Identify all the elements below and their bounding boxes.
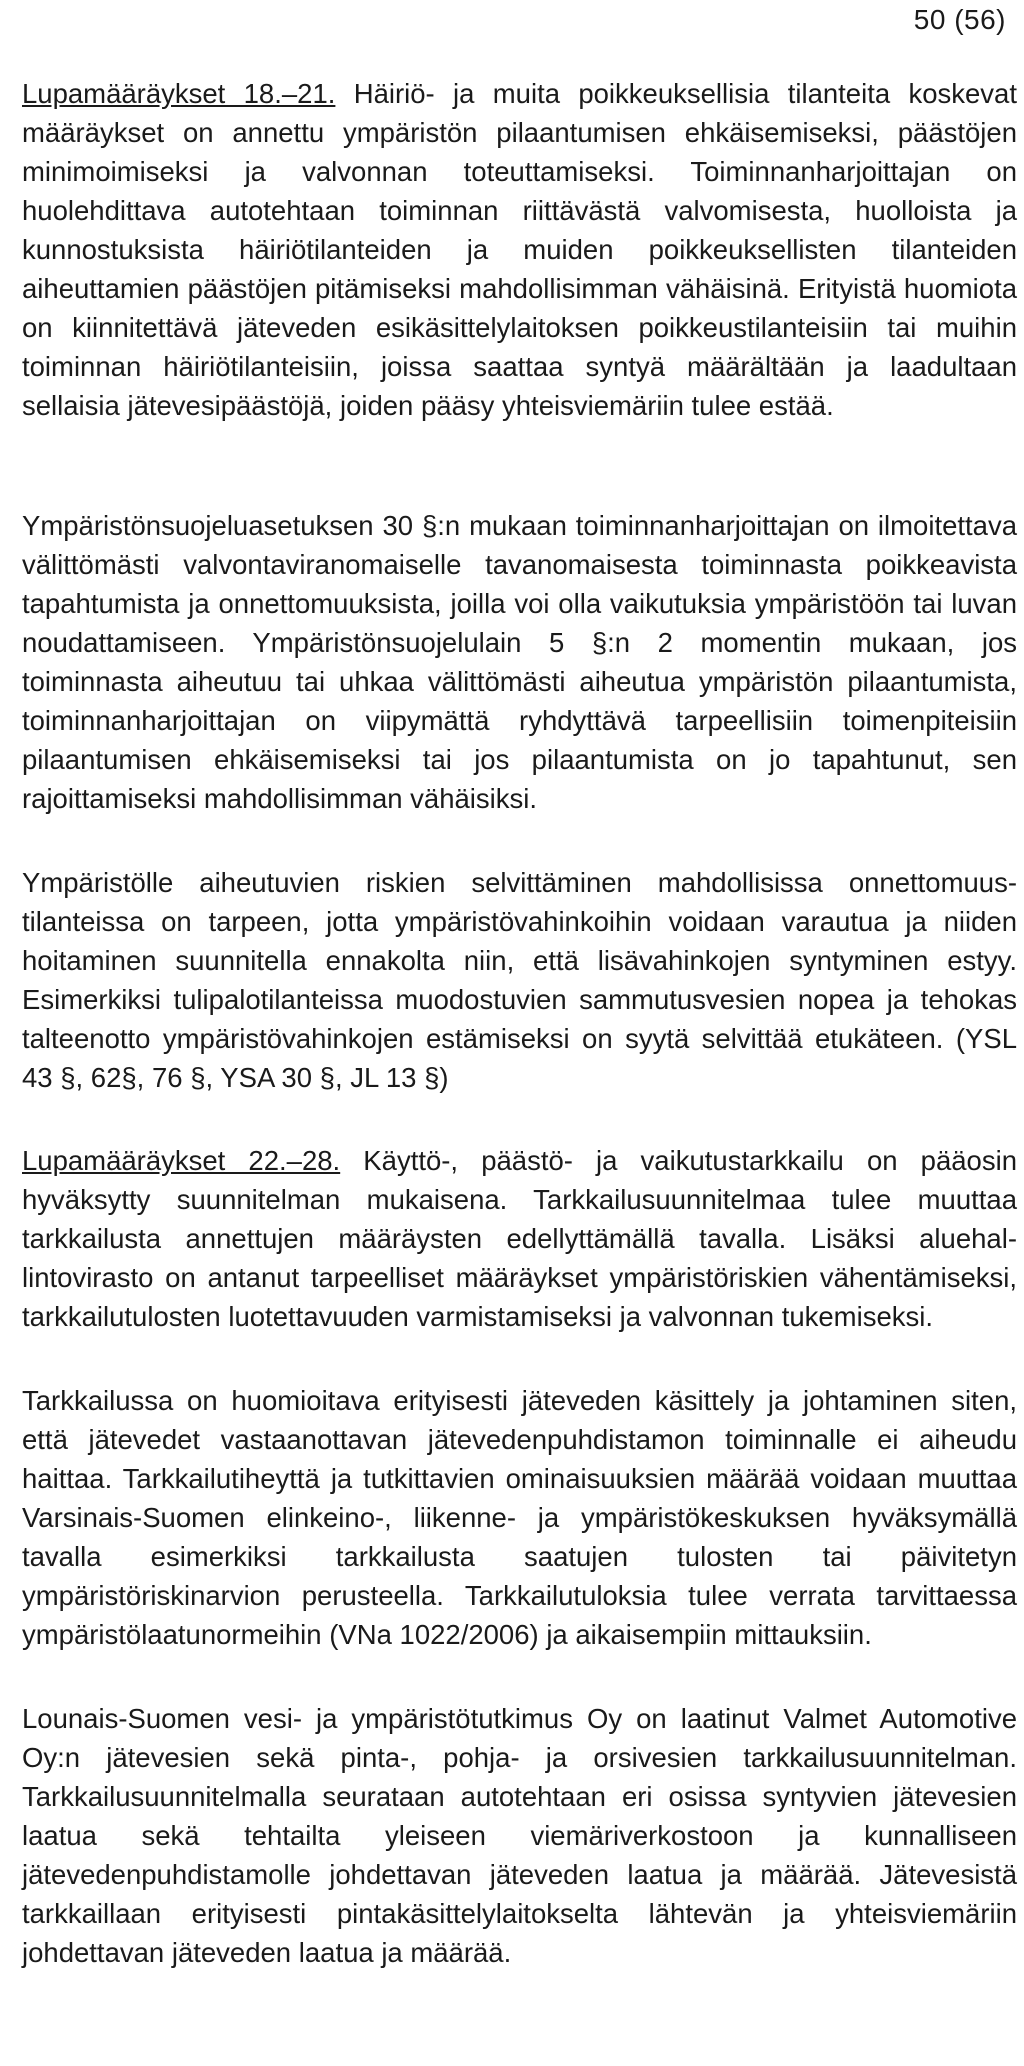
paragraph-permit-conditions-22-28 (22, 1141, 1017, 1336)
permit-conditions-heading: Lupamääräykset 22.–28. (22, 1145, 341, 1176)
paragraph-text: Lounais-Suomen vesi- ja ympäristötutkimus Oy on laatinut Valmet Automotive Oy:n jätevesien sekä pinta-, pohja- ja orsivesien tarkkailusuunnitelman. Tarkkailusuunnitelmalla seurataan autotehtaan eri osissa syntyvien jätevesien laatua sekä tehtailta yleiseen viemäriverkostoon ja kunnalliseen jätevedenpuhdistamolle johdettavan jäteveden laatua ja määrää. Jätevesistä tarkkaillaan erityisesti pintakäsittelylaitokselta lähtevän ja yhteisviemäriin johdettavan jäteveden laatua ja määrää. (22, 1703, 1017, 1968)
paragraph-text: Tarkkailussa on huomioitava erityisesti jäteveden käsittely ja johtaminen siten, että jätevedet vastaanottavan jätevedenpuhdistamon toiminnalle ei aiheudu haittaa. Tarkkailutiheyttä ja tutkittavien ominaisuuksien määrää voidaan muuttaa Varsinais-Suomen elinkeino-, liikenne- ja ympäristökeskuksen hyväksymällä tavalla esimerkiksi tarkkailusta saatujen tulosten tai päivitetyn ympäristöriskinarvion perusteella. Tarkkailutuloksia tulee verrata tarvittaessa ympäristölaatunormeihin (VNa 1022/2006) ja aikaisempiin mittauksiin. (22, 1385, 1017, 1650)
paragraph-risk-assessment (22, 863, 1017, 1097)
paragraph-monitoring (22, 1381, 1017, 1654)
paragraph-text: Käyttö-, päästö- ja vaikutustarkkailu on pääosin hyväksytty suunnitelman mukaisena. Tarkkailusuunnitelmaa tulee muuttaa tarkkailusta annettujen määräysten edellyttämällä tavalla. Lisäksi aluehallintovirasto on antanut tarpeelliset määräykset ympäristöriskien vähentämiseksi, tarkkailutulosten luotettavuuden varmistamiseksi ja valvonnan tukemiseksi. (22, 1145, 1017, 1332)
paragraph-monitoring-plan (22, 1699, 1017, 1972)
permit-conditions-heading: Lupamääräykset 18.–21. (22, 78, 336, 109)
paragraph-permit-conditions-18-21 (22, 74, 1017, 425)
paragraph-environmental-decree (22, 506, 1017, 818)
paragraph-text: Häiriö- ja muita poikkeuksellisia tilanteita koskevat määräykset on annettu ympäristön pilaantumisen ehkäisemiseksi, päästöjen minimoimiseksi ja valvonnan toteuttamiseksi. Toiminnanharjoittajan on huolehdittava autotehtaan toiminnan riittävästä valvomisesta, huolloista ja kunnostuksista häiriötilanteiden ja muiden poikkeuksellisten tilanteiden aiheuttamien päästöjen pitämiseksi mahdollisimman vähäisinä. Erityistä huomiota on kiinnitettävä jäteveden esikäsittelylaitoksen poikkeustilanteisiin tai muihin toiminnan häiriötilanteisiin, joissa saattaa syntyä määrältään ja laadultaan sellaisia jätevesipäästöjä, joiden pääsy yhteisviemäriin tulee estää. (22, 78, 1017, 421)
document-body (22, 74, 1017, 1972)
paragraph-text: Ympäristönsuojeluasetuksen 30 §:n mukaan toiminnanharjoittajan on ilmoitettava välittömästi valvontaviranomaiselle tavanomaisesta toiminnasta poikkeavista tapahtumista ja onnettomuuksista, joilla voi olla vaikutuksia ympäristöön tai luvan noudattamiseen. Ympäristönsuojelulain 5 §:n 2 momentin mukaan, jos toiminnasta aiheutuu tai uhkaa välittömästi aiheutua ympäristön pilaantumista, toiminnanharjoittajan on viipymättä ryhdyttävä tarpeellisiin toimenpiteisiin pilaantumisen ehkäisemiseksi tai jos pilaantumista on jo tapahtunut, sen rajoittamiseksi mahdollisimman vähäisiksi. (22, 510, 1017, 814)
page-number: 50 (56) (913, 4, 1006, 35)
paragraph-text: Ympäristölle aiheutuvien riskien selvittäminen mahdollisissa onnettomuustilanteissa on tarpeen, jotta ympäristövahinkoihin voidaan varautua ja niiden hoitaminen suunnitella ennakolta niin, että lisävahinkojen syntyminen estyy. Esimerkiksi tulipalotilanteissa muodostuvien sammutusvesien nopea ja tehokas talteenotto ympäristövahinkojen estämiseksi on syytä selvittää etukäteen. (YSL 43 §, 62§, 76 §, YSA 30 §, JL 13 §) (22, 867, 1017, 1093)
